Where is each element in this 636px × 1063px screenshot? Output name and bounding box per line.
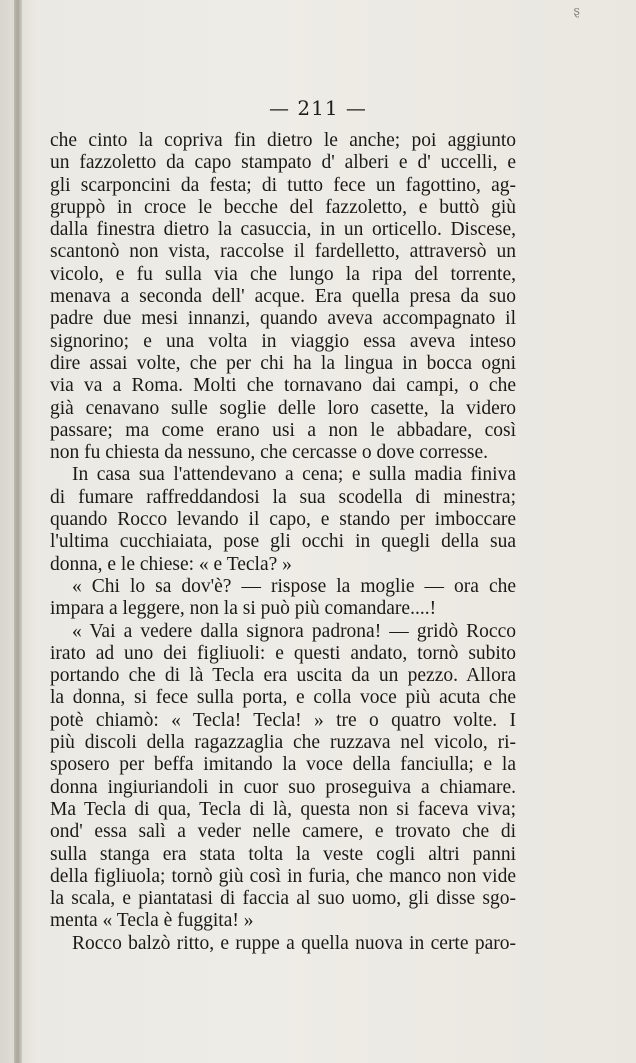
text-line: portando che di là Tecla era uscita da un pezzo. Allora [50, 665, 516, 687]
text-line: gruppò in croce le becche del fazzoletto, e buttò giù [50, 196, 516, 218]
edge-mark: ȿ [573, 4, 580, 19]
text-line: non fu chiesta da nessuno, che cercasse o dove corresse. [50, 442, 489, 464]
text-line: « Vai a vedere dalla signora padrona! — gridò Rocco [72, 620, 516, 642]
text-line: scantonò non vista, raccolse il fardelletto, attraversò un [50, 241, 516, 263]
text-line: sulla stanga era stata tolta la veste cogli altri panni [50, 843, 516, 865]
text-line: sposero per beffa imitando la voce della fanciulla; e la [50, 754, 516, 776]
text-line: ond' essa salì a veder nelle camere, e trovato che di [50, 821, 516, 843]
text-line: dire assai volte, che per chi ha la lingua in bocca ogni [50, 352, 516, 374]
text-line: impara a leggere, non la si può più comandare....! [50, 598, 437, 620]
text-line: menava a seconda dell' acque. Era quella presa da suo [50, 286, 516, 308]
text-line: di fumare raffreddandosi la sua scodella di minestra; [50, 486, 516, 508]
text-line: vicolo, e fu sulla via che lungo la ripa del torrente, [50, 263, 516, 285]
text-line: Ma Tecla di qua, Tecla di là, questa non si faceva viva; [50, 798, 516, 820]
text-line: menta « Tecla è fuggita! » [50, 910, 254, 932]
text-line: della figliuola; tornò giù così in furia, che manco non vide [50, 865, 516, 887]
text-line: che cinto la copriva fin dietro le anche; poi aggiunto [50, 130, 516, 151]
page-number: — 211 — [269, 96, 367, 120]
text-line: via va a Roma. Molti che tornavano dai campi, o che [50, 375, 516, 397]
text-line: « Chi lo sa dov'è? — rispose la moglie — ora che [72, 575, 516, 597]
text-line: donna, e le chiese: « e Tecla? » [50, 553, 292, 575]
text-line: irato ad uno dei figliuoli: e questi andato, tornò subito [50, 642, 516, 664]
text-line: l'ultima cucchiaiata, pose gli occhi in quegli della sua [50, 531, 516, 553]
text-line: la scala, e piantatasi di faccia al suo uomo, gli disse sgo- [50, 888, 516, 910]
text-line: un fazzoletto da capo stampato d' alberi e d' uccelli, e [50, 152, 516, 174]
text-line: Rocco balzò ritto, e ruppe a quella nuova in certe paro- [72, 932, 516, 954]
text-line: passare; ma come erano usi a non le abbadare, così [50, 419, 516, 441]
text-line: donna ingiuriandoli in cuor suo proseguiva a chiamare. [50, 776, 516, 798]
text-line: già cenavano sulle soglie delle loro casette, la videro [50, 397, 516, 419]
text-line: la donna, si fece sulla porta, e colla voce più acuta che [50, 687, 516, 709]
body-text [50, 130, 516, 955]
text-line: padre due mesi innanzi, quando aveva accompagnato il [50, 308, 516, 330]
text-line: In casa sua l'attendevano a cena; e sulla madia finiva [72, 464, 516, 486]
text-line: quando Rocco levando il capo, e stando per imboccare [50, 509, 516, 531]
text-line: dalla finestra dietro la casuccia, in un orticello. Discese, [50, 219, 516, 241]
text-line: gli scarponcini da festa; di tutto fece un fagottino, ag- [50, 174, 516, 196]
text-line: potè chiamò: « Tecla! Tecla! » tre o quatro volte. I [50, 709, 516, 731]
text-line: signorino; e una volta in viaggio essa aveva inteso [50, 330, 516, 352]
binding-gutter [14, 0, 22, 1063]
text-line: più discoli della ragazzaglia che ruzzava nel vicolo, ri- [50, 732, 516, 754]
